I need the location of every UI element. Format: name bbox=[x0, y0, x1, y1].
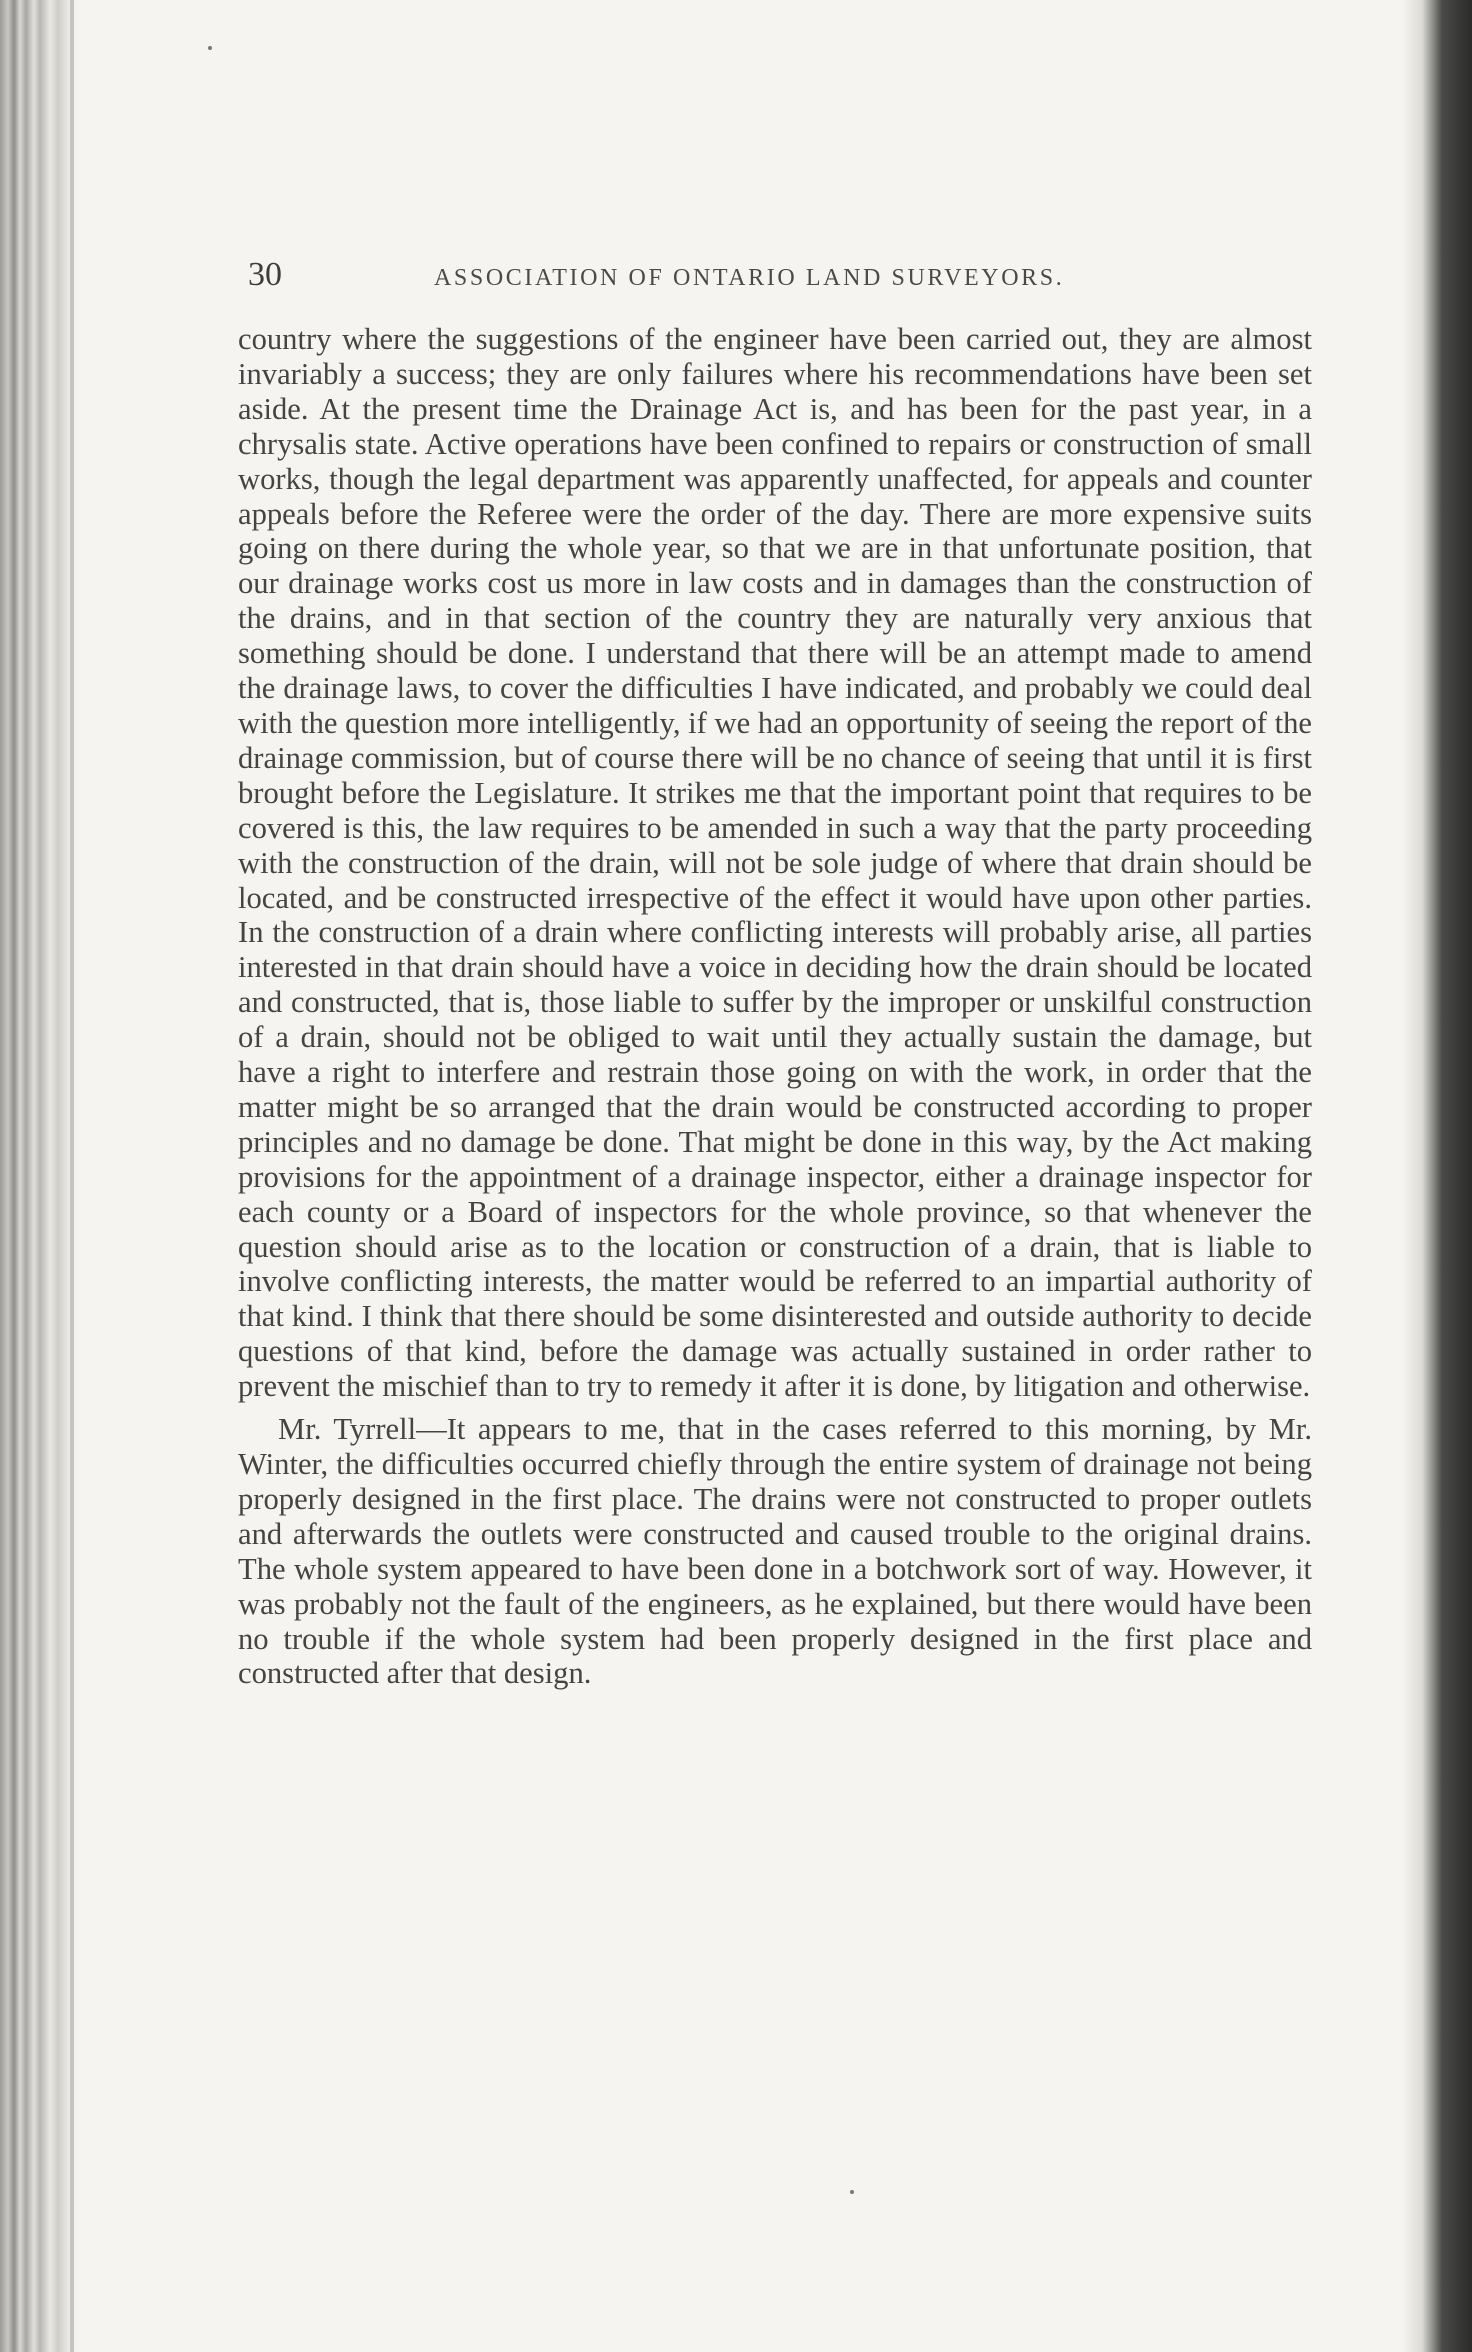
ink-speck bbox=[850, 2190, 854, 2194]
page-number: 30 bbox=[248, 256, 282, 293]
gutter-line bbox=[70, 0, 74, 2352]
body-text bbox=[238, 322, 1312, 1691]
ink-speck bbox=[208, 46, 212, 50]
page-edge-shadow bbox=[1402, 0, 1472, 2352]
binding-gutter bbox=[0, 0, 80, 2352]
running-head: ASSOCIATION OF ONTARIO LAND SURVEYORS. bbox=[434, 265, 1065, 291]
paragraph: country where the suggestions of the engineer have been carried out, they are almost invariably a success; they are only failures where his recommendations have been set aside. At the present time the Drainage Act is, and has been for the past year, in a chrysalis state. Active operations have been confined to repairs or construction of small works, though the legal department was apparently unaffected, for appeals and counter appeals before the Referee were the order of the day. There are more expensive suits going on there during the whole year, so that we are in that unfortunate position, that our drainage works cost us more in law costs and in damages than the construction of the drains, and in that section of the country they are naturally very anxious that something should be done. I understand that there will be an attempt made to amend the drainage laws, to cover the difficulties I have indicated, and probably we could deal with the question more intelligently, if we had an opportunity of seeing the report of the drainage commission, but of course there will be no chance of seeing that until it is first brought before the Legislature. It strikes me that the important point that requires to be covered is this, the law requires to be amended in such a way that the party proceeding with the construction of the drain, will not be sole judge of where that drain should be located, and be constructed irrespective of the effect it would have upon other parties. In the construction of a drain where conflicting interests will probably arise, all parties interested in that drain should have a voice in deciding how the drain should be located and constructed, that is, those liable to suffer by the improper or unskilful construction of a drain, should not be obliged to wait until they actually sustain the damage, but have a right to interfere and restrain those going on with the work, in order that the matter might be so arranged that the drain would be constructed according to proper principles and no damage be done. That might be done in this way, by the Act making provisions for the appointment of a drainage inspector, either a drainage inspector for each county or a Board of inspectors for the whole province, so that whenever the question should arise as to the location or construction of a drain, that is liable to involve conflicting interests, the matter would be referred to an impartial authority of that kind. I think that there should be some disinterested and outside authority to decide questions of that kind, before the damage was actually sustained in order rather to prevent the mischief than to try to remedy it after it is done, by litigation and otherwise. bbox=[238, 322, 1312, 1404]
paragraph: Mr. Tyrrell—It appears to me, that in the cases referred to this morning, by Mr. Winter, the difficulties occurred chiefly through the entire system of drainage not being properly designed in the first place. The drains were not constructed to proper outlets and afterwards the outlets were constructed and caused trouble to the original drains. The whole system appeared to have been done in a botchwork sort of way. However, it was probably not the fault of the engineers, as he explained, but there would have been no trouble if the whole system had been properly designed in the first place and constructed after that design. bbox=[238, 1412, 1312, 1691]
page-header bbox=[248, 256, 1128, 296]
